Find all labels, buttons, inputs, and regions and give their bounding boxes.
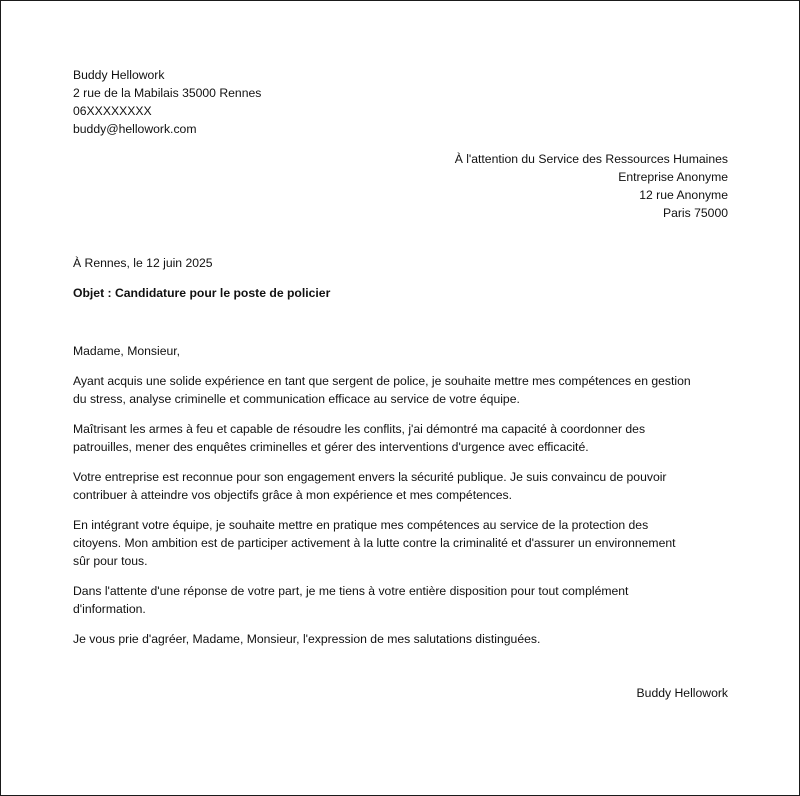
sender-address: 2 rue de la Mabilais 35000 Rennes (73, 86, 262, 100)
recipient-company: Entreprise Anonyme (618, 170, 728, 184)
letter-content (73, 65, 728, 702)
paragraph-line: Je vous prie d'agréer, Madame, Monsieur, l'expression de mes salutations distinguées. (73, 632, 541, 646)
body-paragraph (73, 516, 728, 570)
recipient-attention: À l'attention du Service des Ressources Humaines (454, 152, 728, 166)
paragraph-line: d'information. (73, 602, 146, 616)
recipient-block (73, 150, 728, 222)
paragraph-line: sûr pour tous. (73, 554, 148, 568)
signature: Buddy Hellowork (636, 686, 728, 700)
salutation: Madame, Monsieur, (73, 344, 181, 358)
sender-email: buddy@hellowork.com (73, 122, 197, 136)
paragraph-line: Ayant acquis une solide expérience en tant que sergent de police, je souhaite mettre mes compétences en gestion (73, 374, 691, 388)
body-paragraph (73, 582, 728, 618)
sender-block (73, 66, 728, 138)
paragraph-line: du stress, analyse criminelle et communication efficace au service de votre équipe. (73, 392, 520, 406)
recipient-city: Paris 75000 (662, 206, 728, 220)
paragraph-line: citoyens. Mon ambition est de participer activement à la lutte contre la criminalité et d'assurer un environnement (73, 536, 676, 550)
paragraph-line: patrouilles, mener des enquêtes criminelles et gérer des interventions d'urgence avec efficacité. (73, 440, 589, 454)
paragraph-line: contribuer à atteindre vos objectifs grâce à mon expérience et mes compétences. (73, 488, 512, 502)
closing-paragraph (73, 630, 728, 648)
recipient-street: 12 rue Anonyme (639, 188, 728, 202)
body-paragraph (73, 468, 728, 504)
body-paragraph (73, 372, 728, 408)
body-paragraph (73, 420, 728, 456)
paragraph-line: En intégrant votre équipe, je souhaite mettre en pratique mes compétences au service de la protection des (73, 518, 649, 532)
subject-line: Objet : Candidature pour le poste de policier (73, 286, 331, 300)
sender-phone: 06XXXXXXXX (73, 104, 152, 118)
paragraph-line: Maîtrisant les armes à feu et capable de résoudre les conflits, j'ai démontré ma capacité à coordonner des (73, 422, 646, 436)
date-line: À Rennes, le 12 juin 2025 (73, 256, 213, 270)
paragraph-line: Votre entreprise est reconnue pour son engagement envers la sécurité publique. Je suis convaincu de pouvoir (73, 470, 667, 484)
letter-body (73, 372, 728, 648)
paragraph-line: Dans l'attente d'une réponse de votre part, je me tiens à votre entière disposition pour tout complément (73, 584, 629, 598)
sender-name: Buddy Hellowork (73, 68, 165, 82)
